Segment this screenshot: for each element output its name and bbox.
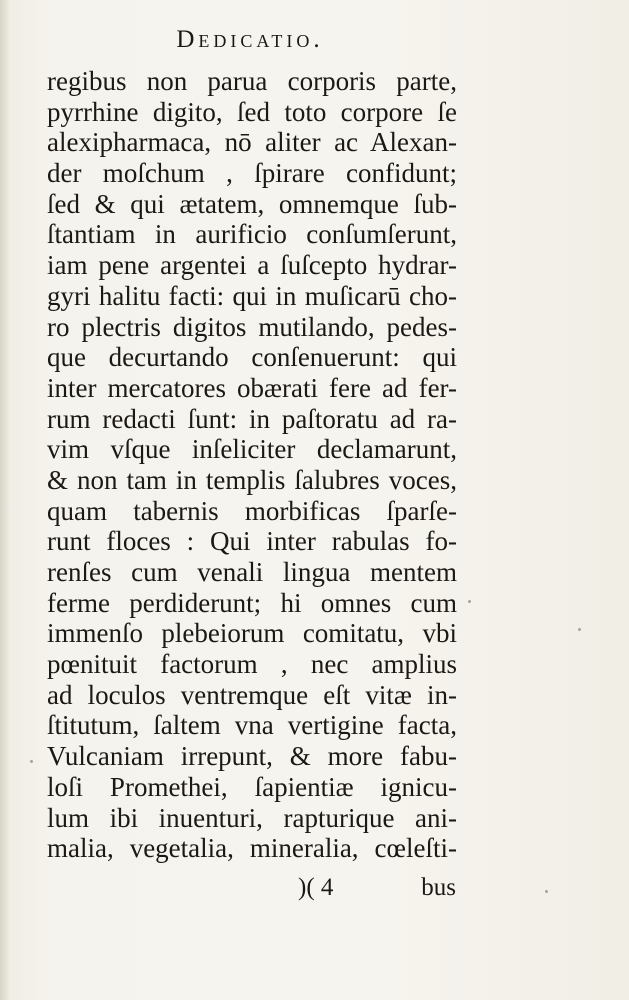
text-line: pœnituit factorum , nec amplius bbox=[47, 649, 457, 680]
text-line: rum redacti ſunt: in paſtoratu ad ra- bbox=[47, 403, 457, 434]
text-line: gyri halitu facti: qui in muſicarū cho- bbox=[47, 280, 457, 311]
text-line: ad loculos ventremque eſt vitæ in- bbox=[47, 679, 457, 710]
text-line: loſi Promethei, ſapientiæ ignicu- bbox=[47, 771, 457, 802]
text-line: malia, vegetalia, mineralia, cœleſti- bbox=[47, 833, 457, 864]
text-line: ſed & qui ætatem, omnemque ſub- bbox=[47, 188, 457, 219]
text-line: regibus non parua corporis parte, bbox=[47, 66, 457, 96]
body-text bbox=[47, 66, 457, 864]
text-line: quam tabernis morbificas ſparſe- bbox=[47, 495, 457, 526]
paper-speck bbox=[545, 890, 548, 893]
text-line: ſtantiam in aurificio conſumſerunt, bbox=[47, 219, 457, 250]
paper-speck bbox=[578, 628, 581, 631]
text-line: immenſo plebeiorum comitatu, vbi bbox=[47, 618, 457, 649]
text-line: der moſchum , ſpirare confidunt; bbox=[47, 158, 457, 189]
text-line: iam pene argentei a ſuſcepto hydrar- bbox=[47, 250, 457, 281]
running-head: Dedicatio. bbox=[176, 26, 324, 53]
text-line: ferme perdiderunt; hi omnes cum bbox=[47, 587, 457, 618]
text-line: ſtitutum, ſaltem vna vertigine facta, bbox=[47, 710, 457, 741]
catchword: bus bbox=[421, 874, 456, 901]
text-line: lum ibi inuenturi, rapturique ani- bbox=[47, 802, 457, 833]
text-line: inter mercatores obærati fere ad fer- bbox=[47, 372, 457, 403]
page-gutter-shadow bbox=[0, 0, 10, 1000]
text-line: alexipharmaca, nō aliter ac Alexan- bbox=[47, 127, 457, 158]
text-line: que decurtando conſenuerunt: qui bbox=[47, 342, 457, 373]
signature-mark: )( 4 bbox=[298, 874, 334, 901]
text-line: & non tam in templis ſalubres voces, bbox=[47, 464, 457, 495]
page-footer bbox=[290, 874, 460, 904]
paper-speck bbox=[30, 760, 33, 763]
text-line: Vulcaniam irrepunt, & more fabu- bbox=[47, 741, 457, 772]
text-line: pyrrhine digito, ſed toto corpore ſe bbox=[47, 96, 457, 127]
text-line: ro plectris digitos mutilando, pedes- bbox=[47, 311, 457, 342]
text-line: vim vſque inſeliciter declamarunt, bbox=[47, 434, 457, 465]
text-line: runt floces : Qui inter rabulas fo- bbox=[47, 526, 457, 557]
paper-speck bbox=[468, 600, 471, 603]
text-line: renſes cum venali lingua mentem bbox=[47, 557, 457, 587]
